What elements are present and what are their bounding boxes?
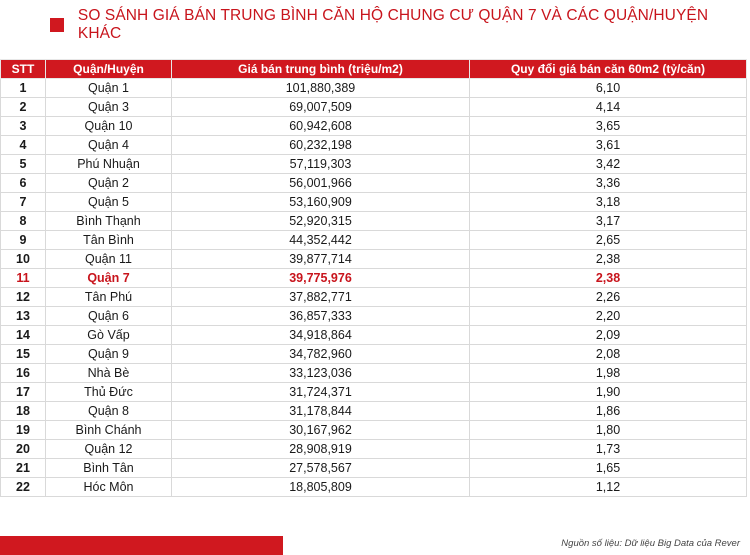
cell-stt: 20 [1, 440, 46, 459]
cell-district: Bình Chánh [46, 421, 172, 440]
table-row [1, 250, 747, 269]
header-avg-price: Giá bán trung bình (triệu/m2) [172, 60, 470, 79]
cell-avg-price: 36,857,333 [172, 307, 470, 326]
cell-district: Gò Vấp [46, 326, 172, 345]
cell-avg-price: 34,782,960 [172, 345, 470, 364]
cell-avg-price: 44,352,442 [172, 231, 470, 250]
table-row [1, 383, 747, 402]
cell-avg-price: 27,578,567 [172, 459, 470, 478]
header-converted-price: Quy đổi giá bán căn 60m2 (tỷ/căn) [470, 60, 747, 79]
page-title: SO SÁNH GIÁ BÁN TRUNG BÌNH CĂN HỘ CHUNG CƯ QUẬN 7 VÀ CÁC QUẬN/HUYỆN KHÁC [77, 7, 709, 42]
cell-converted-price: 3,18 [470, 193, 747, 212]
table-row [1, 326, 747, 345]
cell-district: Tân Bình [46, 231, 172, 250]
cell-avg-price: 60,942,608 [172, 117, 470, 136]
cell-converted-price: 3,17 [470, 212, 747, 231]
cell-district: Quận 10 [46, 117, 172, 136]
cell-district: Nhà Bè [46, 364, 172, 383]
cell-avg-price: 33,123,036 [172, 364, 470, 383]
cell-district: Quận 3 [46, 98, 172, 117]
cell-avg-price: 39,775,976 [172, 269, 470, 288]
price-table [0, 59, 747, 497]
cell-district: Quận 4 [46, 136, 172, 155]
cell-district: Hóc Môn [46, 478, 172, 497]
cell-avg-price: 53,160,909 [172, 193, 470, 212]
title-bullet-square [50, 18, 64, 32]
cell-district: Quận 1 [46, 79, 172, 98]
header-district: Quận/Huyện [46, 60, 172, 79]
cell-stt: 8 [1, 212, 46, 231]
cell-converted-price: 1,65 [470, 459, 747, 478]
cell-avg-price: 31,178,844 [172, 402, 470, 421]
cell-district: Tân Phú [46, 288, 172, 307]
table-row [1, 459, 747, 478]
cell-stt: 13 [1, 307, 46, 326]
table-row [1, 478, 747, 497]
table-row [1, 155, 747, 174]
cell-avg-price: 28,908,919 [172, 440, 470, 459]
cell-district: Quận 12 [46, 440, 172, 459]
source-note: Nguồn số liệu: Dữ liệu Big Data của Rever [561, 538, 740, 549]
table-row [1, 307, 747, 326]
cell-stt: 12 [1, 288, 46, 307]
cell-avg-price: 37,882,771 [172, 288, 470, 307]
cell-converted-price: 2,08 [470, 345, 747, 364]
cell-converted-price: 6,10 [470, 79, 747, 98]
cell-stt: 22 [1, 478, 46, 497]
cell-district: Bình Tân [46, 459, 172, 478]
cell-stt: 1 [1, 79, 46, 98]
table-row [1, 364, 747, 383]
cell-district: Phú Nhuận [46, 155, 172, 174]
cell-district: Bình Thạnh [46, 212, 172, 231]
cell-stt: 17 [1, 383, 46, 402]
table-row [1, 402, 747, 421]
cell-avg-price: 60,232,198 [172, 136, 470, 155]
table-row [1, 440, 747, 459]
cell-stt: 10 [1, 250, 46, 269]
cell-avg-price: 101,880,389 [172, 79, 470, 98]
cell-converted-price: 1,80 [470, 421, 747, 440]
cell-stt: 14 [1, 326, 46, 345]
cell-converted-price: 3,42 [470, 155, 747, 174]
cell-stt: 11 [1, 269, 46, 288]
cell-avg-price: 56,001,966 [172, 174, 470, 193]
cell-avg-price: 34,918,864 [172, 326, 470, 345]
cell-district: Quận 7 [46, 269, 172, 288]
table-row [1, 117, 747, 136]
table-row [1, 421, 747, 440]
cell-stt: 5 [1, 155, 46, 174]
cell-avg-price: 31,724,371 [172, 383, 470, 402]
table-header-row [1, 60, 747, 79]
cell-avg-price: 52,920,315 [172, 212, 470, 231]
cell-district: Quận 5 [46, 193, 172, 212]
table-row [1, 193, 747, 212]
cell-stt: 19 [1, 421, 46, 440]
cell-converted-price: 1,12 [470, 478, 747, 497]
cell-converted-price: 1,98 [470, 364, 747, 383]
cell-converted-price: 1,86 [470, 402, 747, 421]
table-body [1, 79, 747, 497]
table-row [1, 136, 747, 155]
cell-district: Quận 6 [46, 307, 172, 326]
cell-stt: 2 [1, 98, 46, 117]
table-row [1, 98, 747, 117]
cell-avg-price: 57,119,303 [172, 155, 470, 174]
table-row [1, 79, 747, 98]
table-row [1, 269, 747, 288]
cell-stt: 15 [1, 345, 46, 364]
cell-converted-price: 2,26 [470, 288, 747, 307]
cell-avg-price: 39,877,714 [172, 250, 470, 269]
table-row [1, 212, 747, 231]
cell-converted-price: 2,20 [470, 307, 747, 326]
table-row [1, 231, 747, 250]
cell-converted-price: 4,14 [470, 98, 747, 117]
cell-district: Quận 9 [46, 345, 172, 364]
cell-avg-price: 69,007,509 [172, 98, 470, 117]
cell-stt: 6 [1, 174, 46, 193]
cell-converted-price: 3,61 [470, 136, 747, 155]
cell-converted-price: 2,38 [470, 250, 747, 269]
cell-stt: 16 [1, 364, 46, 383]
cell-converted-price: 1,90 [470, 383, 747, 402]
table-row [1, 174, 747, 193]
cell-converted-price: 3,36 [470, 174, 747, 193]
cell-district: Quận 11 [46, 250, 172, 269]
cell-district: Thủ Đức [46, 383, 172, 402]
cell-converted-price: 3,65 [470, 117, 747, 136]
cell-stt: 7 [1, 193, 46, 212]
cell-stt: 4 [1, 136, 46, 155]
header-stt: STT [1, 60, 46, 79]
footer-accent-bar [0, 536, 283, 555]
cell-stt: 9 [1, 231, 46, 250]
cell-converted-price: 2,09 [470, 326, 747, 345]
cell-avg-price: 18,805,809 [172, 478, 470, 497]
table-row [1, 345, 747, 364]
cell-converted-price: 2,65 [470, 231, 747, 250]
cell-converted-price: 1,73 [470, 440, 747, 459]
cell-district: Quận 2 [46, 174, 172, 193]
cell-converted-price: 2,38 [470, 269, 747, 288]
cell-stt: 21 [1, 459, 46, 478]
cell-stt: 18 [1, 402, 46, 421]
cell-avg-price: 30,167,962 [172, 421, 470, 440]
cell-stt: 3 [1, 117, 46, 136]
cell-district: Quận 8 [46, 402, 172, 421]
title-row [50, 7, 750, 42]
table-row [1, 288, 747, 307]
